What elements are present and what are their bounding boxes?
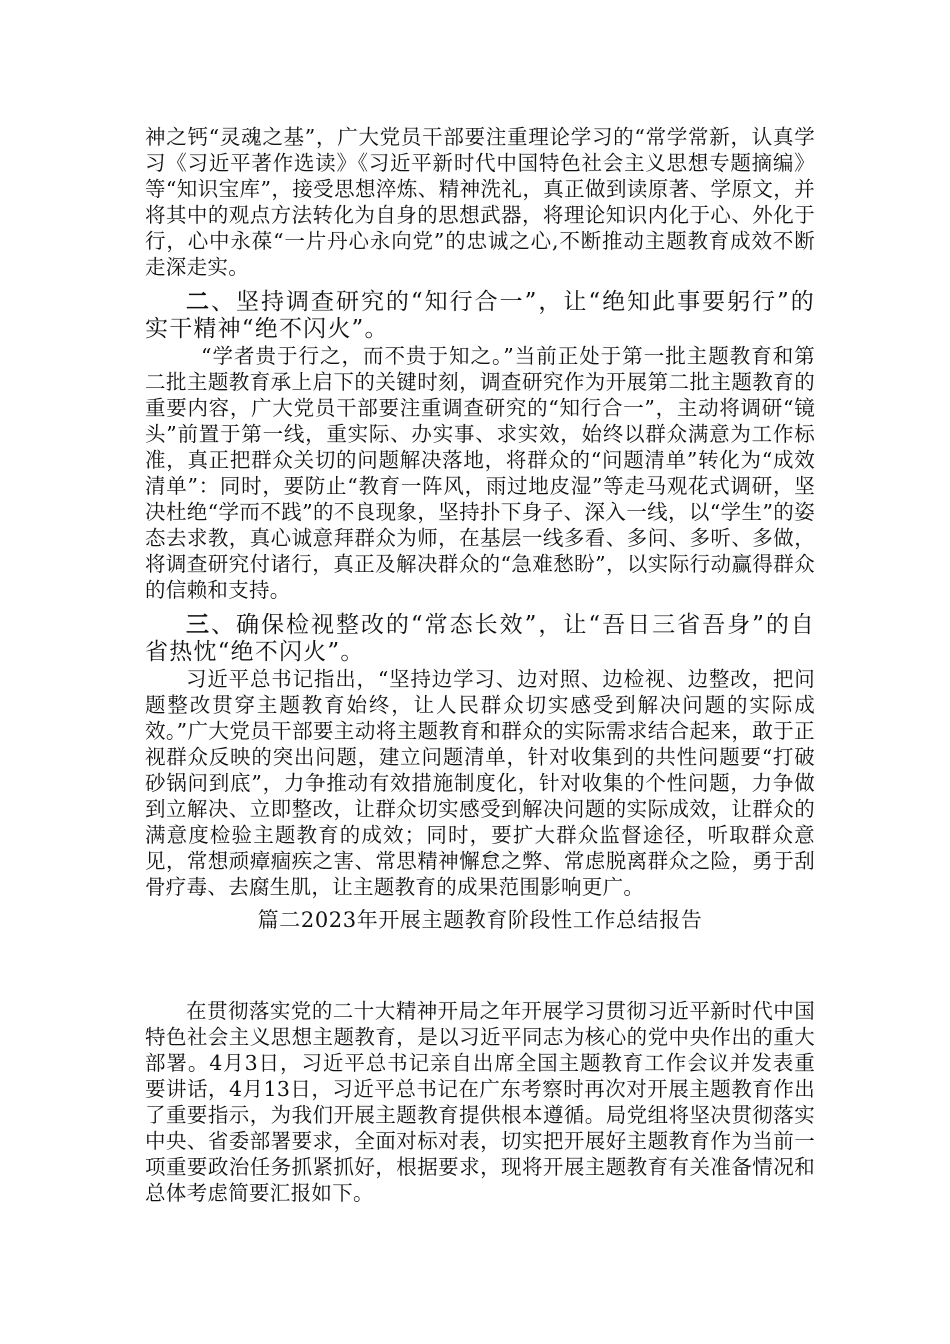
- paragraph-rectification: 习近平总书记指出，“坚持边学习、边对照、边检视、边整改，把问题整改贯穿主题教育始终，让人民群众切实感受到解决问题的实际成效。”广大党员干部要主动将主题教育和群众的实际需求结合起来，敢于正视群众反映的突出问题，建立问题清单，针对收集到的共性问题要“打破砂锅问到底”，力争推动有效措施制度化，针对收集的个性问题，力争做到立解决、立即整改，让群众切实感受到解决问题的实际成效，让群众的满意度检验主题教育的成效；同时，要扩大群众监督途径，听取群众意见，常想顽瘴痼疾之害、常思精神懈怠之弊、常虑脱离群众之险，勇于刮骨疗毒、去腐生肌，让主题教育的成果范围影响更广。: [145, 667, 815, 899]
- paragraph-report-intro: 在贯彻落实党的二十大精神开局之年开展学习贯彻习近平新时代中国特色社会主义思想主题教育，是以习近平同志为核心的党中央作出的重大部署。4月3日，习近平总书记亲自出席全国主题教育工作会议并发表重要讲话，4月13日，习近平总书记在广东考察时再次对开展主题教育作出了重要指示，为我们开展主题教育提供根本遵循。局党组将坚决贯彻落实中央、省委部署要求，全面对标对表，切实把开展好主题教育作为当前一项重要政治任务抓紧抓好，根据要求，现将开展主题教育有关准备情况和总体考虑简要汇报如下。: [145, 999, 815, 1205]
- section-heading-two-text: 、坚持调查研究的“知行合一”，让“绝知此事要躬行”的实干精神“绝不闪火”。: [145, 289, 816, 342]
- section-number-three: 三: [186, 611, 211, 638]
- article-two-title: 篇二2023年开展主题教育阶段性工作总结报告: [257, 908, 703, 932]
- section-heading-three-text: 、确保检视整改的“常态长效”，让“吾日三省吾身”的自省热忱“绝不闪火”。: [145, 612, 816, 665]
- document-page: [145, 124, 815, 1206]
- section-heading-two: [145, 288, 815, 343]
- section-number-two: 二: [186, 288, 211, 315]
- paragraph-research: “学者贵于行之，而不贵于知之。”当前正处于第一批主题教育和第二批主题教育承上启下的关键时刻，调查研究作为开展第二批主题教育的重要内容，广大党员干部要注重调查研究的“知行合一”，主动将调研“镜头”前置于第一线，重实际、办实事、求实效，始终以群众满意为工作标准，真正把群众关切的问题解决落地，将群众的“问题清单”转化为“成效清单”：同时，要防止“教育一阵风，雨过地皮湿”等走马观花式调研，坚决杜绝“学而不践”的不良现象，坚持扑下身子、深入一线，以“学生”的姿态去求教，真心诚意拜群众为师，在基层一线多看、多问、多听、多做，将调查研究付诸行，真正及解决群众的“急难愁盼”，以实际行动赢得群众的信赖和支持。: [145, 344, 815, 602]
- section-heading-three: [145, 611, 815, 666]
- blank-space: [145, 934, 815, 998]
- paragraph-theory-study: 神之钙“灵魂之基”，广大党员干部要注重理论学习的“常学常新，认真学习《习近平著作选读》《习近平新时代中国特色社会主义思想专题摘编》等“知识宝库”，接受思想淬炼、精神洗礼，真正做到读原著、学原文，并将其中的观点方法转化为自身的思想武器，将理论知识内化于心、外化于行，心中永葆“一片丹心永向党”的忠诚之心,不断推动主题教育成效不断走深走实。: [145, 125, 815, 279]
